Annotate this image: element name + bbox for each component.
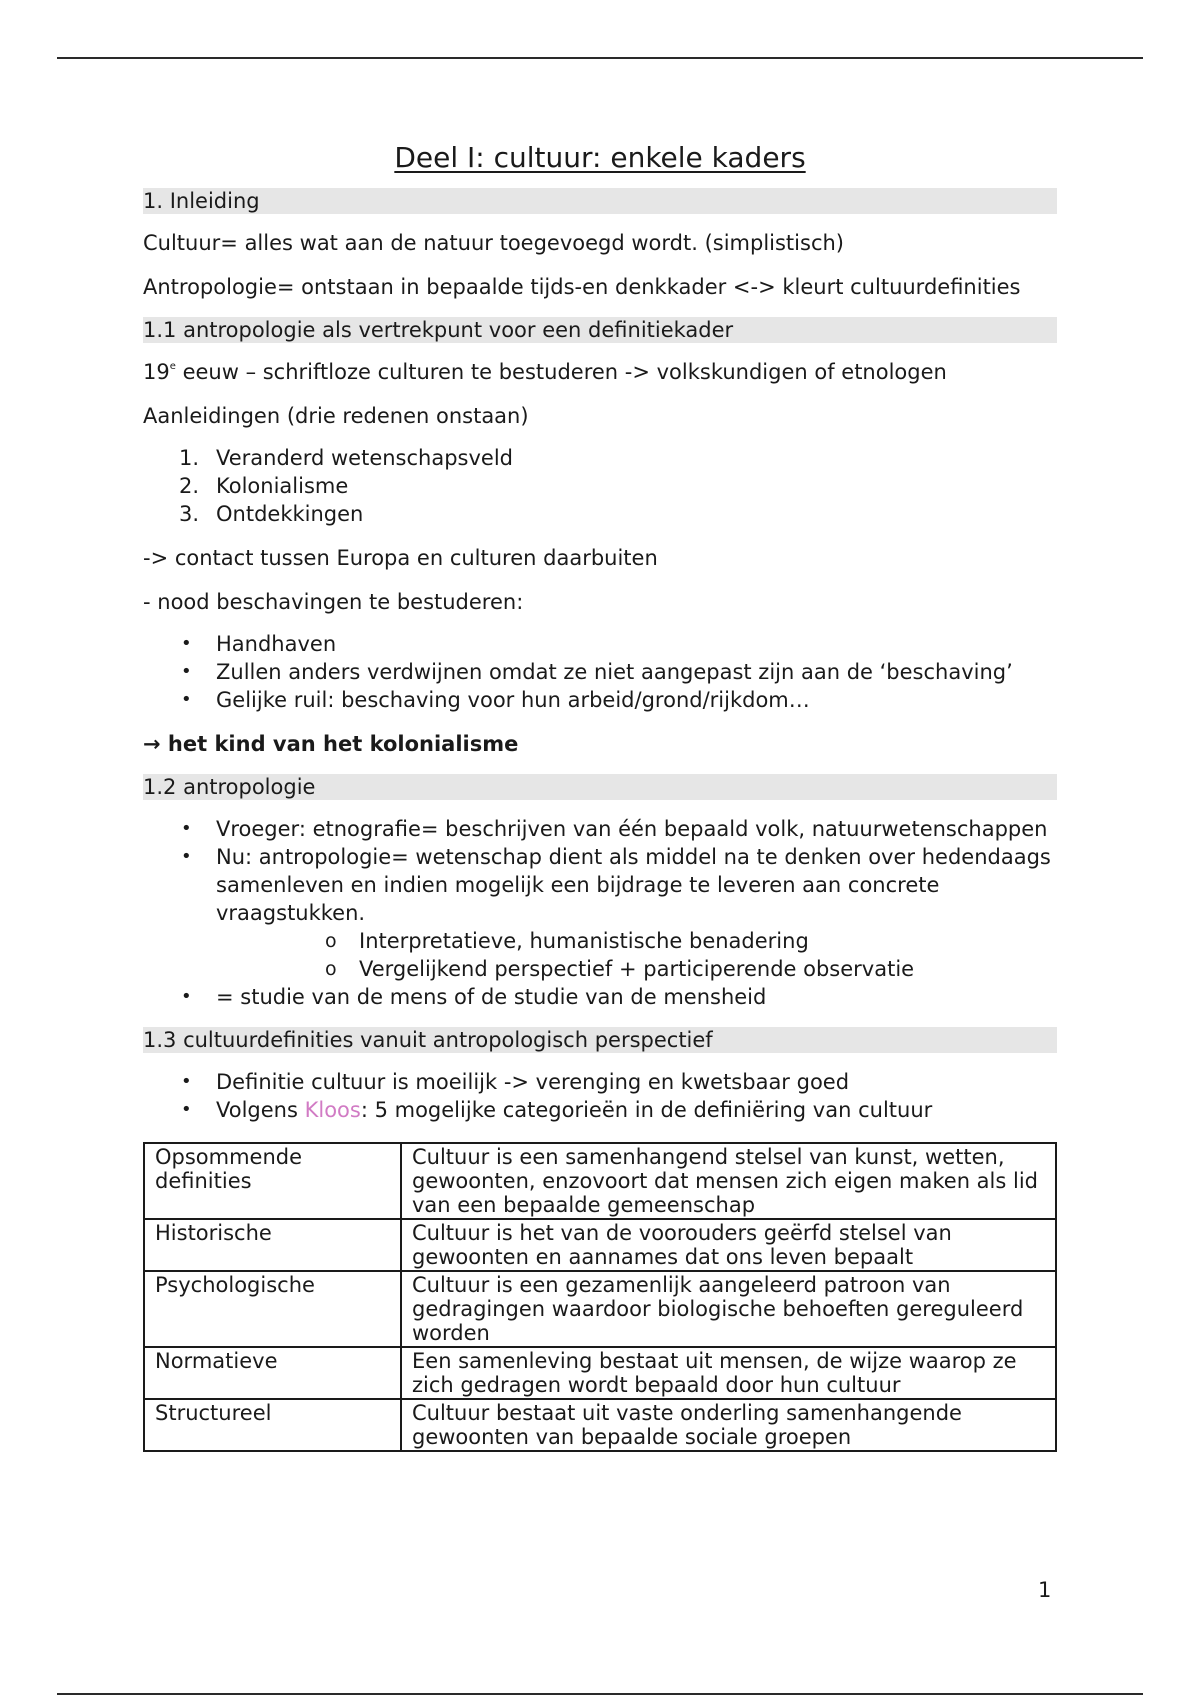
list-item: • = studie van de mens of de studie van de mensheid (181, 985, 767, 1009)
list-item: • Nu: antropologie= wetenschap dient als middel na te denken over hedendaags samenleven en indien mogelijk een bijdrage te leveren aan concrete vraagstukken. o Interpretatieve, humanistische benadering o Vergelijkend perspectief + participerende observatie (143, 843, 1057, 983)
section-heading-1-2: 1.2 antropologie (143, 774, 1057, 800)
bullet-icon: • (181, 986, 192, 1007)
section-heading-inleiding: 1. Inleiding (143, 188, 1057, 214)
page-title: Deel I: cultuur: enkele kaders (394, 141, 806, 174)
paragraph-19e-eeuw: 19e eeuw – schriftloze culturen te bestuderen -> volkskundigen of etnologen (143, 360, 947, 384)
table-cell-category: Opsommende definities (144, 1143, 401, 1219)
sub-bullet-list (216, 927, 1057, 983)
table-cell-definition: Cultuur is een gezamenlijk aangeleerd patroon van gedragingen waardoor biologische behoeften gereguleerd worden (401, 1271, 1056, 1347)
paragraph-contact-europa: -> contact tussen Europa en culturen daarbuiten (143, 546, 658, 570)
list-item: o Interpretatieve, humanistische benadering (325, 929, 809, 953)
section-heading-1-3: 1.3 cultuurdefinities vanuit antropologisch perspectief (143, 1027, 1057, 1053)
list-item: 2. Kolonialisme (179, 474, 349, 498)
list-item: • Gelijke ruil: beschaving voor hun arbeid/grond/rijkdom… (181, 688, 810, 712)
cultuurdefinities-bullet-list (143, 1068, 1057, 1124)
bullet-icon: • (181, 661, 192, 682)
paragraph-nood-beschavingen: - nood beschavingen te bestuderen: (143, 590, 524, 614)
reasons-list (143, 444, 1057, 528)
table-cell-definition: Cultuur bestaat uit vaste onderling samenhangende gewoonten van bepaalde sociale groepen (401, 1399, 1056, 1451)
bullet-icon: • (181, 689, 192, 710)
paragraph-antropologie-definition: Antropologie= ontstaan in bepaalde tijds-en denkkader <-> kleurt cultuurdefinities (143, 275, 1021, 299)
list-item: • Definitie cultuur is moeilijk -> verenging en kwetsbaar goed (181, 1070, 850, 1094)
table-cell-definition: Cultuur is het van de voorouders geërfd stelsel van gewoonten en aannames dat ons leven bepaalt (401, 1219, 1056, 1271)
list-item: • Handhaven (181, 632, 337, 656)
table-cell-definition: Cultuur is een samenhangend stelsel van kunst, wetten, gewoonten, enzovoort dat mensen zich eigen maken als lid van een bepaalde gemeenschap (401, 1143, 1056, 1219)
top-rule (57, 57, 1143, 59)
section-heading-1-1: 1.1 antropologie als vertrekpunt voor een definitiekader (143, 317, 1057, 343)
paragraph-aanleidingen: Aanleidingen (drie redenen onstaan) (143, 404, 529, 428)
table-cell-category: Normatieve (144, 1347, 401, 1399)
list-item: o Vergelijkend perspectief + participerende observatie (325, 957, 915, 981)
table-cell-definition: Een samenleving bestaat uit mensen, de wijze waarop ze zich gedragen wordt bepaald door hun cultuur (401, 1347, 1056, 1399)
table-row (144, 1271, 1056, 1347)
page-number: 1 (1038, 1578, 1052, 1602)
table-row (144, 1143, 1056, 1219)
bullet-icon: • (181, 1099, 192, 1120)
table-row (144, 1347, 1056, 1399)
beschavingen-bullet-list (143, 630, 1057, 714)
table-row (144, 1219, 1056, 1271)
bottom-rule (57, 1693, 1143, 1695)
list-item: • Volgens Kloos: 5 mogelijke categorieën in de definiëring van cultuur (181, 1098, 933, 1122)
sub-bullet-icon: o (325, 958, 337, 980)
table-cell-category: Psychologische (144, 1271, 401, 1347)
conclusion-kolonialisme: → het kind van het kolonialisme (143, 732, 519, 756)
bullet-icon: • (181, 818, 192, 839)
bullet-icon: • (181, 1071, 192, 1092)
definitions-table (143, 1142, 1057, 1452)
table-cell-category: Historische (144, 1219, 401, 1271)
kloos-link[interactable]: Kloos (304, 1098, 361, 1122)
sub-bullet-icon: o (325, 930, 337, 952)
list-item: 3. Ontdekkingen (179, 502, 364, 526)
paragraph-cultuur-definition: Cultuur= alles wat aan de natuur toegevoegd wordt. (simplistisch) (143, 231, 844, 255)
table-row (144, 1399, 1056, 1451)
bullet-icon: • (181, 633, 192, 654)
list-item: • Vroeger: etnografie= beschrijven van één bepaald volk, natuurwetenschappen (181, 817, 1048, 841)
antropologie-bullet-list (143, 815, 1057, 1011)
bullet-icon: • (181, 846, 192, 867)
document-page (143, 140, 1057, 1452)
list-item: • Zullen anders verdwijnen omdat ze niet aangepast zijn aan de ‘beschaving’ (181, 660, 1013, 684)
table-cell-category: Structureel (144, 1399, 401, 1451)
list-item: 1. Veranderd wetenschapsveld (179, 446, 513, 470)
